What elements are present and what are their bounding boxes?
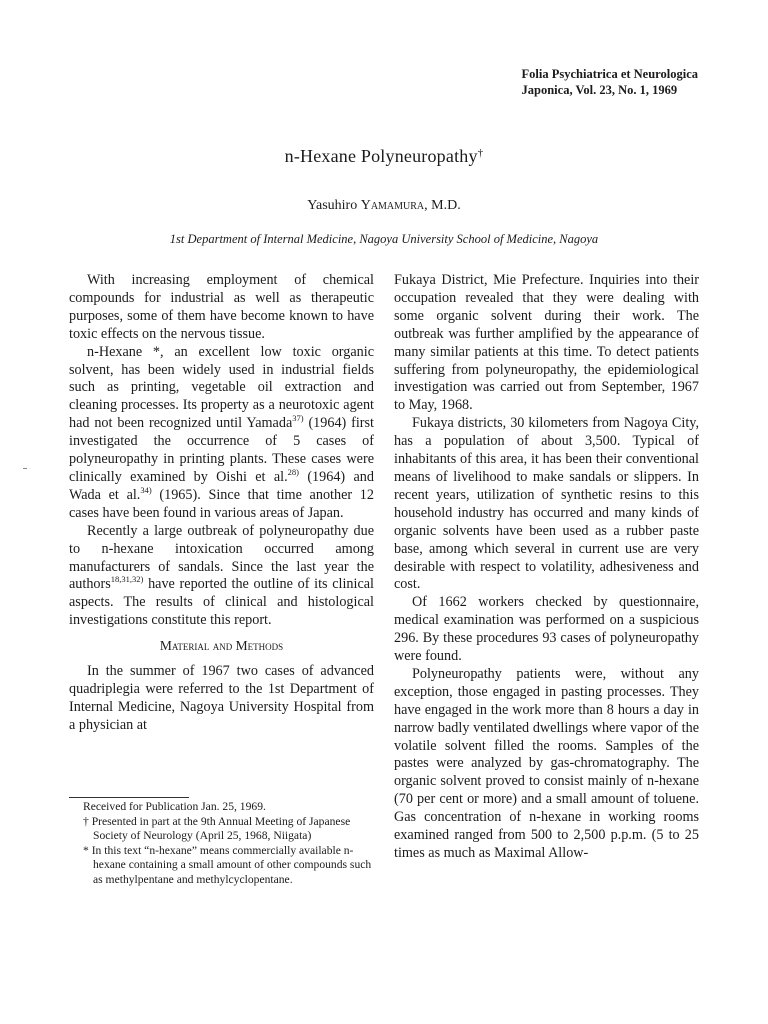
journal-name: Folia Psychiatrica et Neurologica (521, 67, 698, 81)
left-column (69, 272, 374, 735)
paragraph-fukaya: Fukaya District, Mie Prefecture. Inquiries into their occupation revealed that they were dealing with some organic solvent during their work. The outbreak was further amplified by the appearance of many similar patients at this time. To detect patients suffering from polyneuropathy, the epidemiological investigation was carried out from September, 1967 to May, 1968. (394, 272, 699, 414)
author-last-name: Yamamura (360, 198, 425, 213)
paragraph-patients: Polyneuropathy patients were, without any exception, those engaged in pasting processes. They have engaged in the work more than 8 hours a day in narrow badly ventilated dwellings where vapor of the volatile solvent filled the rooms. Samples of the pastes were analyzed by gas-chromatography. The organic solvent proved to consist mainly of n-hexane (70 per cent or more) and a small amount of toluene. Gas concentration of n-hexane in working rooms examined ranged from 500 to 2,500 p.p.m. (5 to 25 times as much as Maximal Allow- (394, 665, 699, 861)
right-column (394, 272, 699, 863)
footnote-presented: † Presented in part at the 9th Annual Meeting of Japanese Society of Neurology (April 25, 1968, Niigata) (83, 814, 351, 843)
footnotes (69, 800, 374, 888)
citation-ref: 34) (140, 484, 152, 495)
paragraph-methods: In the summer of 1967 two cases of advanced quadriplegia were referred to the 1st Department of Internal Medicine, Nagoya University Hospital from a physician at (69, 663, 374, 733)
citation-ref: 28) (287, 466, 299, 477)
author-first-name: Yasuhiro (307, 198, 358, 213)
paper-title (0, 146, 768, 167)
paragraph-outbreak: Recently a large outbreak of polyneuropathy due to n-hexane intoxication occurred among manufacturers of sandals. Since the last year the authors$^{18,31,32)}$ have reported the outline of its clinical aspects. The results of clinical and histological investigations constitute this report. (69, 522, 374, 629)
affiliation: 1st Department of Internal Medicine, Nagoya University School of Medicine, Nagoya (169, 232, 599, 246)
citation-ref: 18,31,32) (110, 574, 144, 585)
paragraph-population: Fukaya districts, 30 kilometers from Nagoya City, has a population of about 3,500. Typical of inhabitants of this area, it has been their conventional means of livelihood to make sandals or slippers. In recent years, utilization of synthetic resins to this household industry has occurred and many kinds of organic solvents have been used as a rubber paste base, among which several in current use are very desirable with respect to volatility, adhesiveness and cost. (394, 415, 699, 593)
title-dagger: † (477, 147, 484, 159)
footnote-divider (69, 797, 189, 798)
paragraph-intro: With increasing employment of chemical compounds for industrial as well as therapeutic purposes, some of them have become known to have toxic effects on the nervous tissue. (69, 272, 374, 342)
footnote-asterisk: * In this text “n-hexane” means commercially available n-hexane containing a small amount of other compounds such as methylpentane and methylcyclopentane. (83, 843, 372, 886)
citation-ref: 37) (292, 413, 304, 424)
author-degree: , M.D. (424, 198, 461, 213)
paragraph-nhexane: n-Hexane *, an excellent low toxic organic solvent, has been widely used in industrial fields such as printing, vegetable oil extraction and cleaning processes. Its property as a neurotoxic agent had not been recognized until Yamada$^{37)}$ (1964) first investigated the occurrence of 5 cases of polyneuropathy in printing plants. These cases were clinically examined by Oishi et al.$^{28)}$ (1964) and Wada et al.$^{34)}$ (1965). Since that time another 12 cases have been found in various areas of Japan. (69, 343, 374, 521)
journal-volume: Japonica, Vol. 23, No. 1, 1969 (521, 83, 678, 97)
margin-mark (23, 468, 27, 469)
section-heading-methods: Material and Methods (159, 638, 284, 654)
journal-citation (522, 66, 698, 98)
paper-title-text: n-Hexane Polyneuropathy (284, 146, 478, 166)
paragraph-workers: Of 1662 workers checked by questionnaire, medical examination was performed on a suspicious 296. By these procedures 93 cases of polyneuropathy were found. (394, 594, 699, 665)
footnote-received: Received for Publication Jan. 25, 1969. (83, 800, 266, 813)
author-line (0, 198, 768, 214)
